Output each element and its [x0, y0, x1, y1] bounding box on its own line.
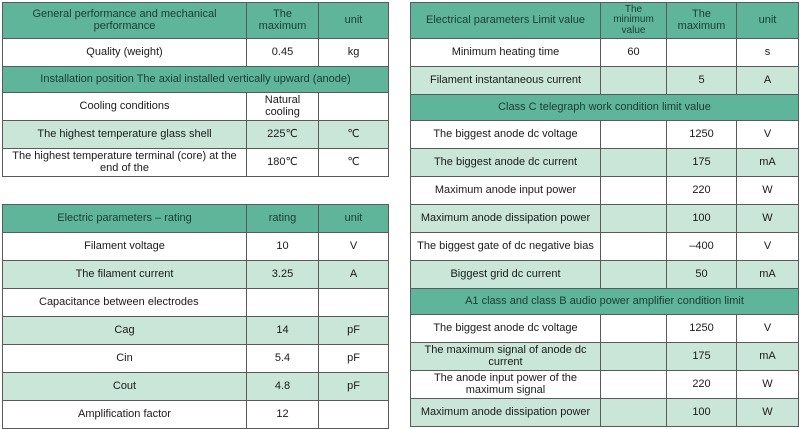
row-label: The biggest anode dc current [411, 149, 601, 177]
section-row [411, 95, 799, 121]
table-row [3, 401, 389, 429]
header-cell: The minimum value [601, 3, 667, 39]
row-unit: W [737, 371, 799, 399]
row-min [601, 261, 667, 289]
row-max: 5 [667, 67, 737, 95]
row-unit: W [737, 205, 799, 233]
row-min [601, 315, 667, 343]
row-value: 0.45 [247, 39, 319, 67]
table-row [411, 233, 799, 261]
table-row [411, 121, 799, 149]
row-label: Maximum anode input power [411, 177, 601, 205]
row-label: The biggest anode dc voltage [411, 315, 601, 343]
table-header-row [3, 205, 389, 233]
header-cell: unit [319, 205, 389, 233]
row-unit: V [319, 233, 389, 261]
limit-value-table [410, 2, 799, 427]
header-cell: The maximum [667, 3, 737, 39]
table-row [411, 205, 799, 233]
row-label: Minimum heating time [411, 39, 601, 67]
row-unit: s [737, 39, 799, 67]
row-unit: W [737, 399, 799, 427]
section-title: Installation position The axial installed vertically upward (anode) [3, 67, 389, 93]
row-label: Cooling conditions [3, 93, 247, 121]
row-label: The biggest gate of dc negative bias [411, 233, 601, 261]
row-max [667, 39, 737, 67]
row-max: 50 [667, 261, 737, 289]
row-max: –400 [667, 233, 737, 261]
row-unit [319, 289, 389, 317]
header-cell: unit [319, 3, 389, 39]
table-row [411, 371, 799, 399]
table-row [3, 39, 389, 67]
row-min: 60 [601, 39, 667, 67]
row-max: 1250 [667, 121, 737, 149]
rating-table [2, 204, 389, 429]
row-label: Cin [3, 345, 247, 373]
row-label: The maximum signal of anode dc current [411, 343, 601, 371]
row-value: 3.25 [247, 261, 319, 289]
row-label: The highest temperature glass shell [3, 121, 247, 149]
section-row [3, 67, 389, 93]
row-label: Maximum anode dissipation power [411, 205, 601, 233]
header-cell: Electrical parameters Limit value [411, 3, 601, 39]
row-label: The highest temperature terminal (core) at the end of the [3, 149, 247, 177]
row-max: 1250 [667, 315, 737, 343]
row-unit [319, 401, 389, 429]
row-label: Filament voltage [3, 233, 247, 261]
row-label: Cout [3, 373, 247, 401]
row-max: 220 [667, 371, 737, 399]
row-label: Quality (weight) [3, 39, 247, 67]
row-label: Amplification factor [3, 401, 247, 429]
row-min [601, 149, 667, 177]
row-unit: pF [319, 373, 389, 401]
row-min [601, 177, 667, 205]
row-max: 100 [667, 205, 737, 233]
row-value: 12 [247, 401, 319, 429]
row-value: 4.8 [247, 373, 319, 401]
table-row [411, 261, 799, 289]
row-label: The anode input power of the maximum signal [411, 371, 601, 399]
row-min [601, 67, 667, 95]
row-label: Capacitance between electrodes [3, 289, 247, 317]
row-label: The filament current [3, 261, 247, 289]
row-unit: ℃ [319, 121, 389, 149]
row-min [601, 121, 667, 149]
table-row [3, 345, 389, 373]
row-max: 175 [667, 149, 737, 177]
row-label: Filament instantaneous current [411, 67, 601, 95]
row-unit: mA [737, 261, 799, 289]
row-max: 220 [667, 177, 737, 205]
table-row [3, 233, 389, 261]
row-min [601, 233, 667, 261]
table-row [411, 399, 799, 427]
row-value: 180℃ [247, 149, 319, 177]
table-row [411, 177, 799, 205]
row-max: 100 [667, 399, 737, 427]
header-cell: rating [247, 205, 319, 233]
row-unit: pF [319, 317, 389, 345]
table-row [411, 39, 799, 67]
table-row [3, 317, 389, 345]
header-cell: unit [737, 3, 799, 39]
row-value [247, 289, 319, 317]
row-unit: A [319, 261, 389, 289]
table-header-row [411, 3, 799, 39]
row-unit: ℃ [319, 149, 389, 177]
table-row [3, 93, 389, 121]
section-title: Class C telegraph work condition limit value [411, 95, 799, 121]
table-row [3, 149, 389, 177]
row-unit: V [737, 315, 799, 343]
row-label: Maximum anode dissipation power [411, 399, 601, 427]
row-value: Natural cooling [247, 93, 319, 121]
row-value: 5.4 [247, 345, 319, 373]
table-row [411, 149, 799, 177]
row-min [601, 399, 667, 427]
header-cell: Electric parameters – rating [3, 205, 247, 233]
row-value: 14 [247, 317, 319, 345]
row-label: Cag [3, 317, 247, 345]
section-title: A1 class and class B audio power amplifier condition limit [411, 289, 799, 315]
general-performance-table [2, 2, 389, 177]
table-header-row [3, 3, 389, 39]
row-value: 10 [247, 233, 319, 261]
table-row [411, 315, 799, 343]
row-value: 225℃ [247, 121, 319, 149]
row-unit: V [737, 121, 799, 149]
row-min [601, 371, 667, 399]
row-unit: A [737, 67, 799, 95]
row-max: 175 [667, 343, 737, 371]
header-cell: General performance and mechanical performance [3, 3, 247, 39]
row-min [601, 343, 667, 371]
row-unit: W [737, 177, 799, 205]
table-row [411, 343, 799, 371]
row-unit: mA [737, 149, 799, 177]
row-min [601, 205, 667, 233]
row-unit: pF [319, 345, 389, 373]
section-row [411, 289, 799, 315]
table-row [3, 373, 389, 401]
row-unit [319, 93, 389, 121]
row-label: Biggest grid dc current [411, 261, 601, 289]
row-unit: V [737, 233, 799, 261]
table-row [3, 121, 389, 149]
table-row [3, 289, 389, 317]
row-label: The biggest anode dc voltage [411, 121, 601, 149]
table-row [3, 261, 389, 289]
header-cell: The maximum [247, 3, 319, 39]
row-unit: kg [319, 39, 389, 67]
row-unit: mA [737, 343, 799, 371]
table-row [411, 67, 799, 95]
